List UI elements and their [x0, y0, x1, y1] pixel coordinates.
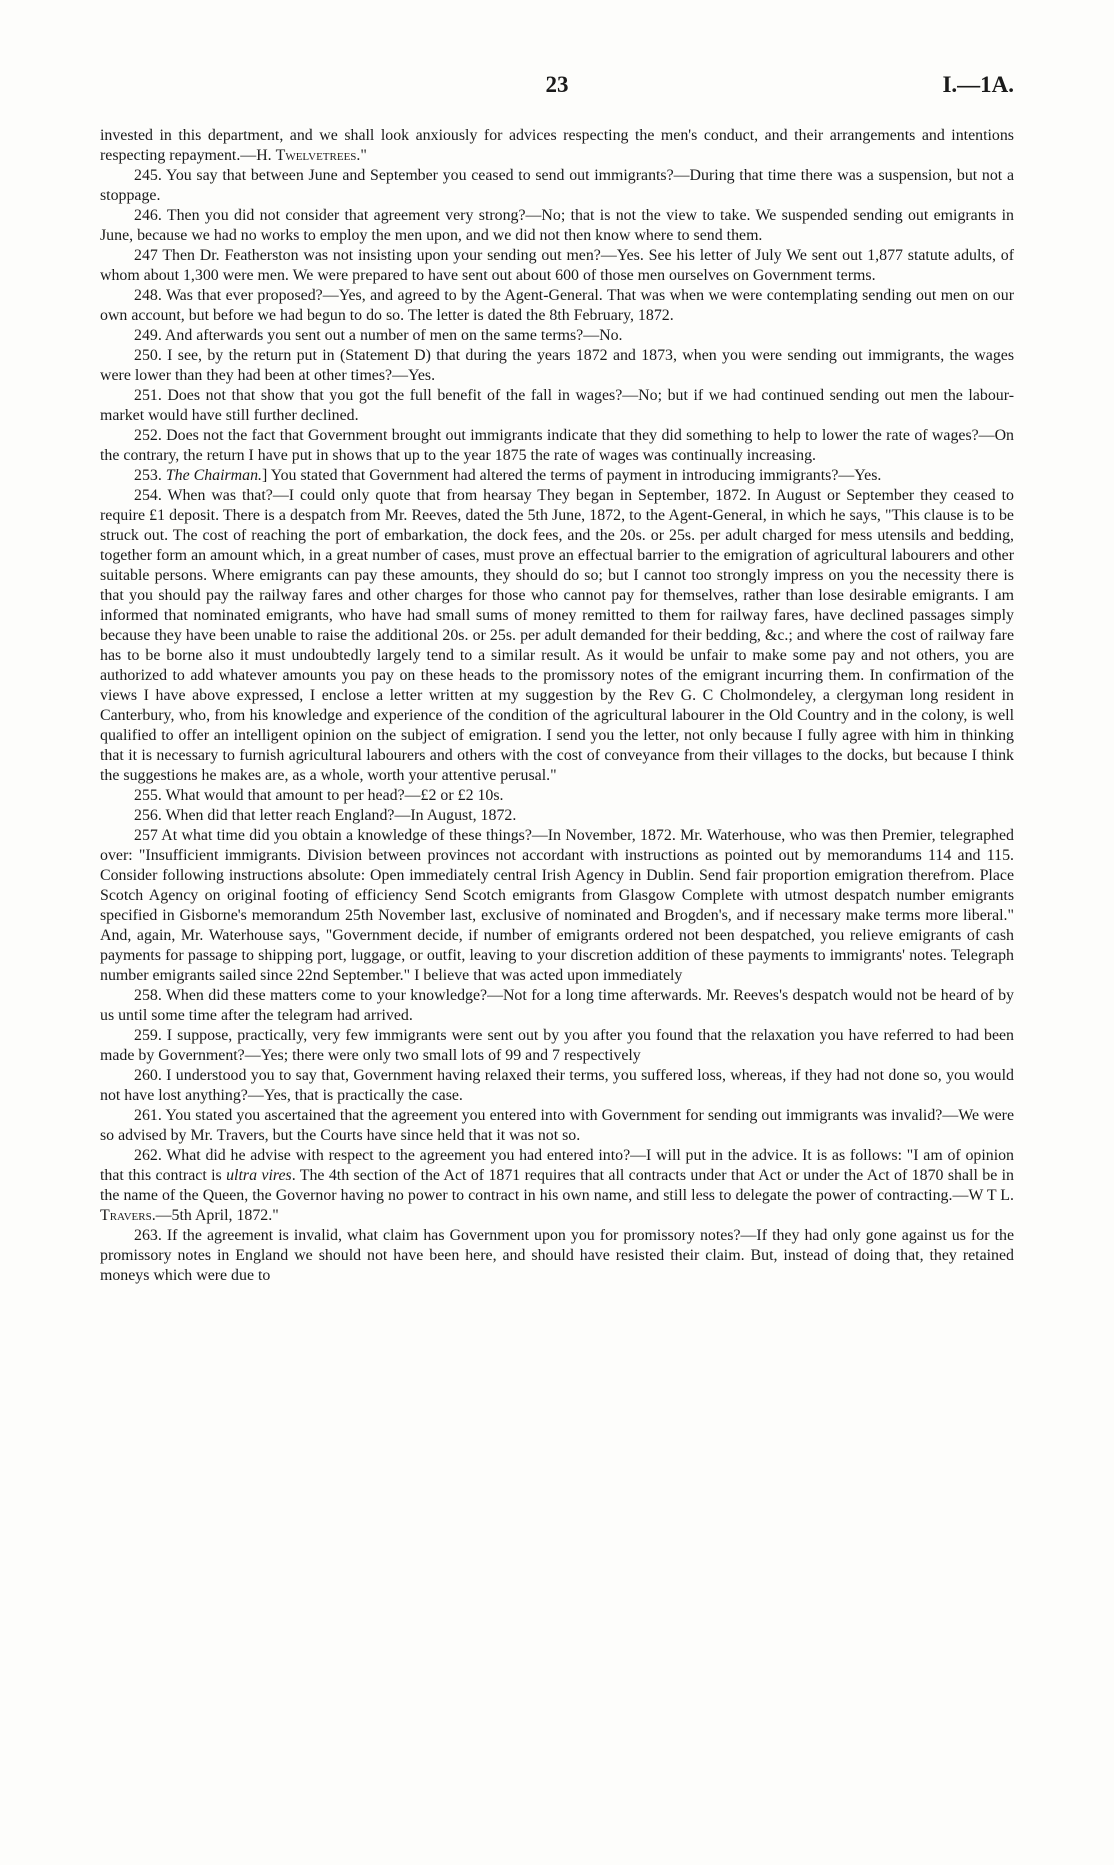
qa-paragraph-254 [100, 486, 1014, 786]
page-header [100, 72, 1014, 102]
paragraph-text: 262. What did he advise with respect to the agreement you had entered into?—I will put in the advice. It is as follows: "I am of opinion that this contract is [100, 1147, 1014, 1184]
qa-paragraph-245 [100, 166, 1014, 206]
paragraph-text: 249. And afterwards you sent out a number of men on the same terms?—No. [134, 327, 623, 344]
italic-text: The Chairman. [165, 467, 263, 484]
qa-paragraph-249 [100, 326, 1014, 346]
paragraph-text: 254. When was that?—I could only quote that from hearsay They began in September, 1872. In August or September they ceased to require £1 deposit. There is a despatch from Mr. Reeves, dated the 5th June, 1872, to the Agent-General, in which he says, "This clause is to be struck out. The cost of reaching the port of embarkation, the dock fees, and the 20s. or 25s. per adult charged for mess utensils and bedding, together form an amount which, in a great number of cases, must prove an effectual barrier to the emigration of agricultural labourers and other suitable persons. Where emigrants can pay these amounts, they should do so; but I cannot too strongly impress on you the necessity there is that you should pay the railway fares and other charges for those who cannot pay for themselves, rather than lose desirable emigrants. I am informed that nominated emigrants, who have had small sums of money remitted to them for railway fares, have declined passages simply because they have been unable to raise the additional 20s. or 25s. per adult demanded for their bedding, &c.; and where the cost of railway fare has to be borne also it must undoubtedly largely tend to a similar result. As it would be unfair to make some pay and not others, you are authorized to add whatever amounts you pay on these heads to the promissory notes of the emigrant incurring them. In confirmation of the views I have above expressed, I enclose a letter written at my suggestion by the Rev G. C Cholmondeley, a clergyman long resident in Canterbury, who, from his knowledge and experience of the condition of the agricultural labourer in the Old Country and in the colony, is well qualified to offer an intelligent opinion on the subject of emigration. I send you the letter, not only because I fully agree with him in thinking that it is necessary to furnish agricultural labourers and others with the cost of conveyance from their villages to the docks, but because I think the suggestions he makes are, as a whole, worth your attentive perusal." [100, 487, 1014, 784]
paragraph-text: . The 4th section of the Act of 1871 requires that all contracts under that Act or under the Act of 1870 shall be in the name of the Queen, the Governor having no power to contract in his own name, and still less to delegate the power of contracting.—W T L. [100, 1167, 1014, 1204]
italic-text: ultra vires [226, 1167, 292, 1184]
paragraph-text: 258. When did these matters come to your knowledge?—Not for a long time afterwards. Mr. Reeves's despatch would not be heard of by us until some time after the telegram had arrived. [100, 987, 1014, 1024]
paragraph-text: 245. You say that between June and September you ceased to send out immigrants?—During that time there was a suspension, but not a stoppage. [100, 167, 1014, 204]
qa-paragraph-251 [100, 386, 1014, 426]
qa-paragraph-263 [100, 1226, 1014, 1286]
qa-paragraph-257 [100, 826, 1014, 986]
paragraph-text: 257 At what time did you obtain a knowledge of these things?—In November, 1872. Mr. Waterhouse, who was then Premier, telegraphed over: "Insufficient immigrants. Division between provinces not accordant with instructions as pointed out by memorandums 114 and 115. Consider following instructions absolute: Open immediately central Irish Agency in Dublin. Send fair proportion emigration therefrom. Place Scotch Agency on original footing of efficiency Send Scotch emigrants from Glasgow Complete with utmost despatch number emigrants specified in Gisborne's memorandum 25th November last, exclusive of nominated and Brogden's, and if necessary make terms more liberal." And, again, Mr. Waterhouse says, "Government decide, if number of emigrants ordered not been despatched, you relieve emigrants of cash payments for passage to shipping port, luggage, or outfit, leaving to your discretion addition of these payments to immigrants' notes. Telegraph number emigrants sailed since 22nd September." I believe that was acted upon immediately [100, 827, 1014, 984]
paragraph-text: 252. Does not the fact that Government brought out immigrants indicate that they did something to help to lower the rate of wages?—On the contrary, the return I have put in shows that up to the year 1875 the rate of wages was continually increasing. [100, 427, 1014, 464]
qa-paragraph-248 [100, 286, 1014, 326]
paragraph-text: 246. Then you did not consider that agreement very strong?—No; that is not the view to take. We suspended sending out emigrants in June, because we had no works to employ the men upon, and we did not then know where to send them. [100, 207, 1014, 244]
qa-paragraph-246 [100, 206, 1014, 246]
paragraph-text: 263. If the agreement is invalid, what claim has Government upon you for promissory notes?—If they had only gone against us for the promissory notes in England we should not have been here, and should have resisted their claim. But, instead of doing that, they retained moneys which were due to [100, 1227, 1014, 1284]
paragraph-text: 251. Does not that show that you got the full benefit of the fall in wages?—No; but if we had continued sending out men the labour-market would have still further declined. [100, 387, 1014, 424]
paragraph-text: .—5th April, 1872." [151, 1207, 279, 1224]
paragraph-text: invested in this department, and we shall look anxiously for advices respecting the men's conduct, and their arrangements and intentions respecting repayment.—H. [100, 127, 1014, 164]
paragraph-text: 261. You stated you ascertained that the agreement you entered into with Government for sending out immigrants was invalid?—We were so advised by Mr. Travers, but the Courts have since held that it was not so. [100, 1107, 1014, 1144]
paragraph-text: 250. I see, by the return put in (Statement D) that during the years 1872 and 1873, when you were sending out immigrants, the wages were lower than they had been at other times?—Yes. [100, 347, 1014, 384]
qa-paragraph-259 [100, 1026, 1014, 1066]
signature-name: Travers [100, 1207, 152, 1224]
qa-paragraph-252 [100, 426, 1014, 466]
page-body [100, 126, 1014, 1286]
document-reference: I.—1A. [942, 72, 1014, 97]
continuation-paragraph [100, 126, 1014, 166]
signature-name: Twelvetrees [275, 147, 357, 164]
paragraph-text: 248. Was that ever proposed?—Yes, and agreed to by the Agent-General. That was when we were contemplating sending out men on our own account, but before we had begun to do so. The letter is dated the 8th February, 1872. [100, 287, 1014, 324]
qa-paragraph-256 [100, 806, 1014, 826]
paragraph-text: 256. When did that letter reach England?—In August, 1872. [134, 807, 517, 824]
paragraph-text: 253. [134, 467, 166, 484]
paragraph-text: 247 Then Dr. Featherston was not insisting upon your sending out men?—Yes. See his letter of July We sent out 1,877 statute adults, of whom about 1,300 were men. We were prepared to have sent out about 600 of those men ourselves on Government terms. [100, 247, 1014, 284]
qa-paragraph-255 [100, 786, 1014, 806]
paragraph-text: ." [356, 147, 367, 164]
qa-paragraph-250 [100, 346, 1014, 386]
page-number: 23 [545, 72, 569, 97]
qa-paragraph-261 [100, 1106, 1014, 1146]
qa-paragraph-260 [100, 1066, 1014, 1106]
qa-paragraph-253 [100, 466, 1014, 486]
paragraph-text: ] You stated that Government had altered the terms of payment in introducing immigrants?—Yes. [262, 467, 882, 484]
paragraph-text: 260. I understood you to say that, Government having relaxed their terms, you suffered loss, whereas, if they had not done so, you would not have lost anything?—Yes, that is practically the case. [100, 1067, 1014, 1104]
qa-paragraph-262 [100, 1146, 1014, 1226]
paragraph-text: 255. What would that amount to per head?—£2 or £2 10s. [134, 787, 504, 804]
qa-paragraph-247 [100, 246, 1014, 286]
paragraph-text: 259. I suppose, practically, very few immigrants were sent out by you after you found that the relaxation you have referred to had been made by Government?—Yes; there were only two small lots of 99 and 7 respectively [100, 1027, 1014, 1064]
qa-paragraph-258 [100, 986, 1014, 1026]
